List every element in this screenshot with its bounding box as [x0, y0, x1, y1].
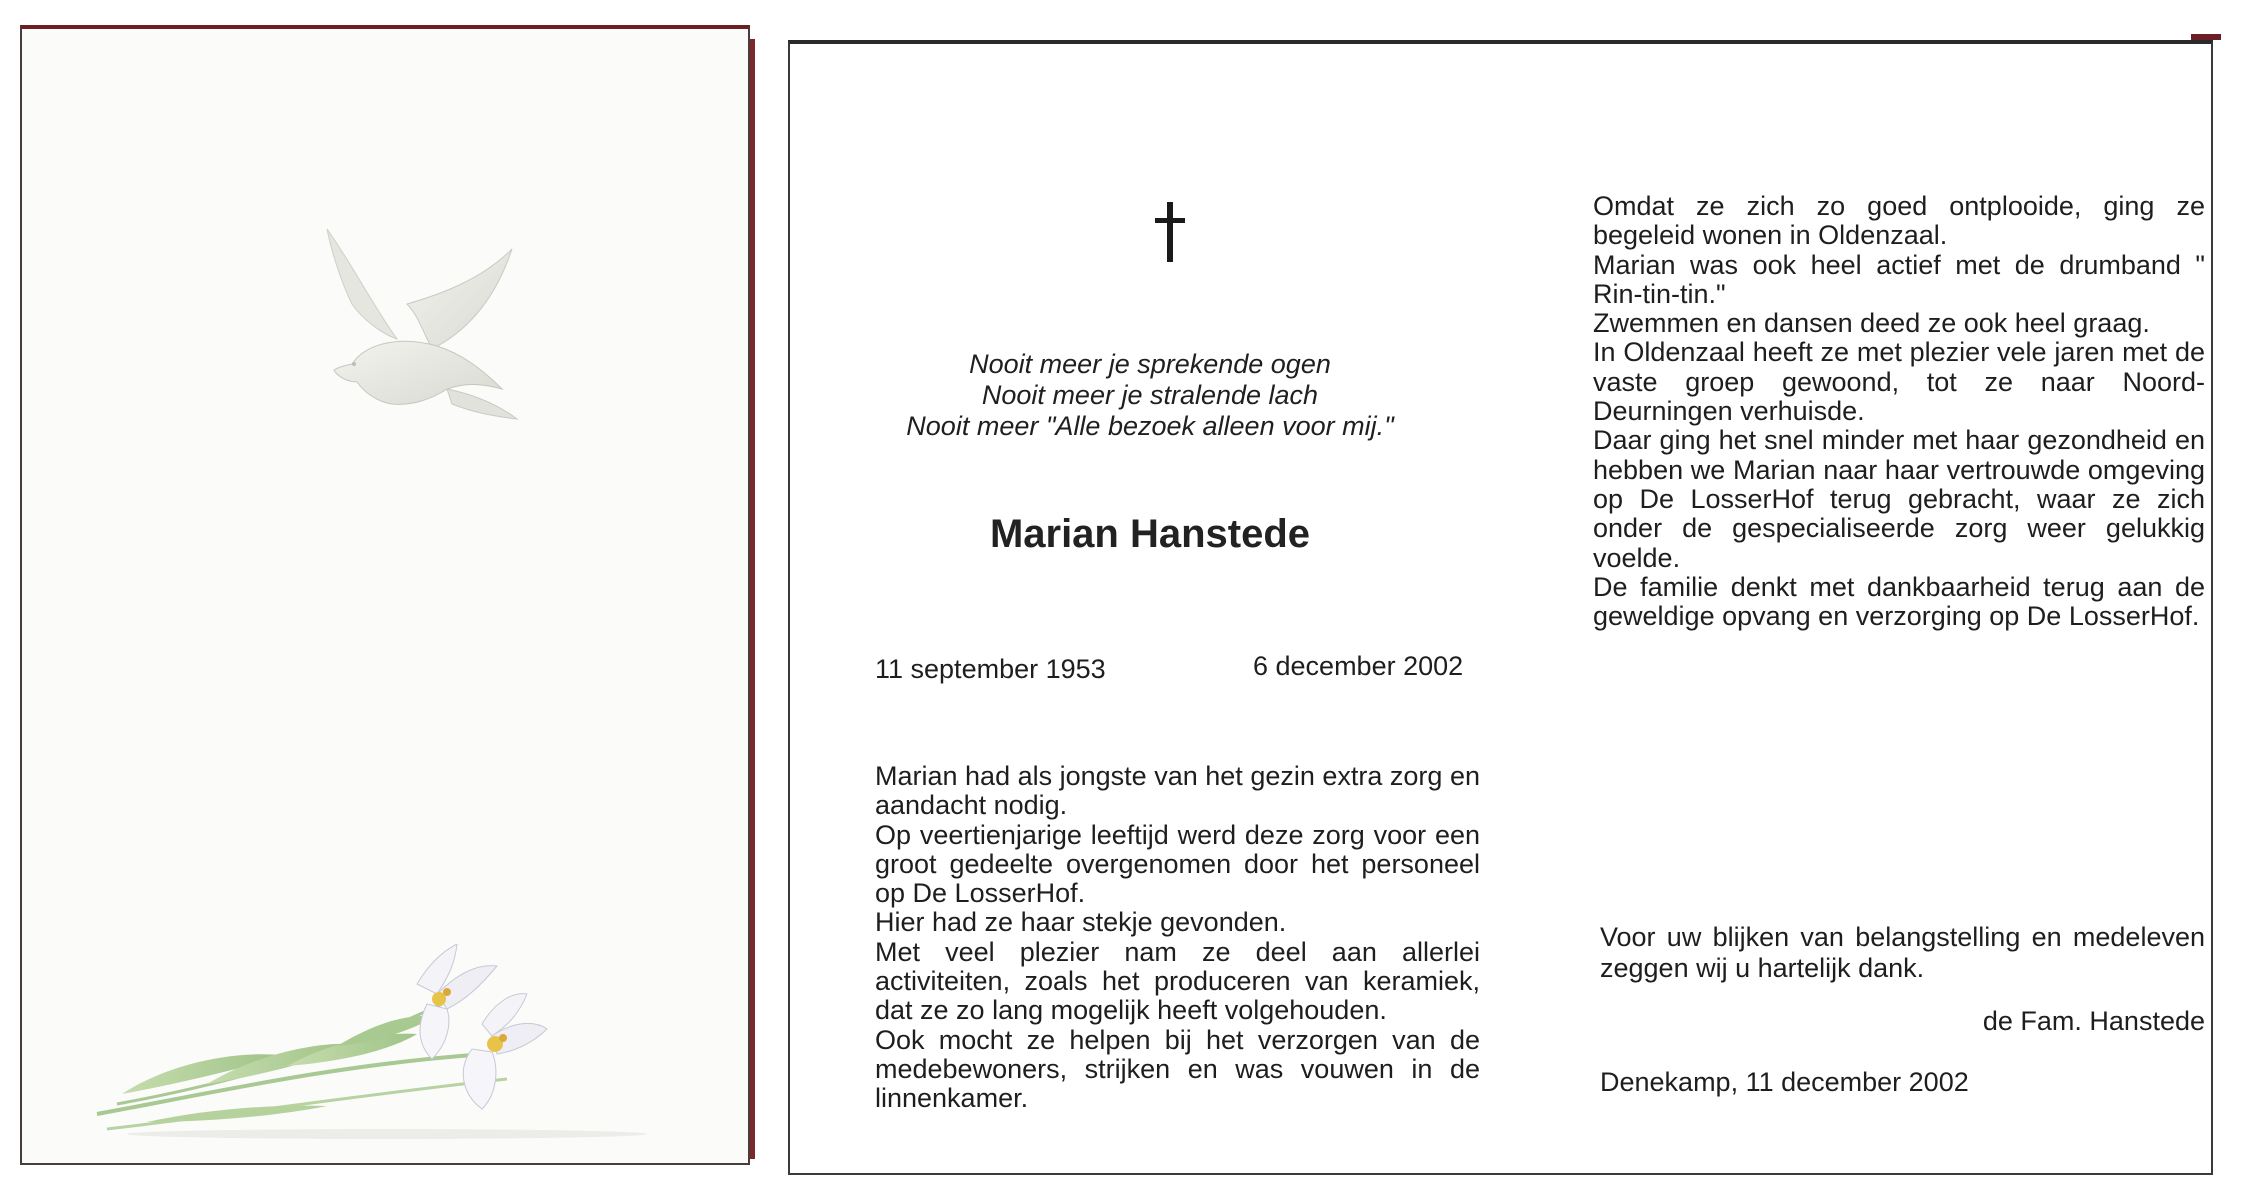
poem-line: Nooit meer "Alle bezoek alleen voor mij."	[906, 411, 1394, 441]
bio-paragraph: Daar ging het snel minder met haar gezondheid en hebben we Marian naar haar vertrouwde omgeving op De LosserHof terug gebracht, waar ze zich onder de gespecialiseerde zorg weer gelukkig voelde.	[1593, 425, 2205, 573]
deceased-name: Marian Hanstede	[989, 512, 1311, 556]
bio-paragraph: De familie denkt met dankbaarheid terug aan de geweldige opvang en verzorging op De LosserHof.	[1593, 571, 2205, 632]
cross-icon	[1155, 202, 1185, 262]
dove-icon	[312, 224, 527, 424]
bio-paragraph: Met veel plezier nam ze deel aan allerlei activiteiten, zoals het produceren van keramiek, dat ze zo lang mogelijk heeft volgehouden.	[875, 936, 1480, 1026]
card-edge	[2191, 34, 2221, 40]
card-edge	[750, 39, 755, 1159]
biography-text	[875, 762, 1480, 1114]
card-inside	[788, 40, 2213, 1175]
lily-flowers-icon	[87, 944, 727, 1144]
place-and-date: Denekamp, 11 december 2002	[1600, 1067, 1969, 1097]
bio-paragraph: Omdat ze zich zo goed ontplooide, ging ze begeleid wonen in Oldenzaal.	[1593, 191, 2205, 251]
bio-paragraph: Ook mocht ze helpen bij het verzorgen van de medebewoners, strijken en was vouwen in de linnenkamer.	[875, 1024, 1480, 1114]
death-date: 6 december 2002	[1253, 651, 1464, 681]
thank-you-note: Voor uw blijken van belangstelling en medeleven zeggen wij u hartelijk dank.	[1600, 922, 2205, 983]
bio-paragraph: Op veertienjarige leeftijd werd deze zorg voor een groot gedeelte overgenomen door het personeel op De LosserHof.	[875, 819, 1480, 909]
bio-paragraph: In Oldenzaal heeft ze met plezier vele jaren met de vaste groep gewoond, tot ze naar Noord-Deurningen verhuisde.	[1593, 337, 2205, 427]
family-signature: de Fam. Hanstede	[1982, 1006, 2205, 1036]
poem	[830, 349, 1470, 442]
bio-paragraph: Hier had ze haar stekje gevonden.	[875, 907, 1287, 938]
bio-paragraph: Zwemmen en dansen deed ze ook heel graag.	[1593, 308, 2150, 339]
poem-line: Nooit meer je sprekende ogen	[969, 349, 1331, 379]
birth-date: 11 september 1953	[875, 654, 1106, 684]
biography-continued	[1593, 192, 2205, 631]
poem-line: Nooit meer je stralende lach	[981, 380, 1319, 410]
bio-paragraph: Marian had als jongste van het gezin extra zorg en aandacht nodig.	[875, 761, 1480, 821]
bio-paragraph: Marian was ook heel actief met de drumband " Rin-tin-tin."	[1593, 249, 2205, 309]
card-cover	[20, 25, 750, 1165]
